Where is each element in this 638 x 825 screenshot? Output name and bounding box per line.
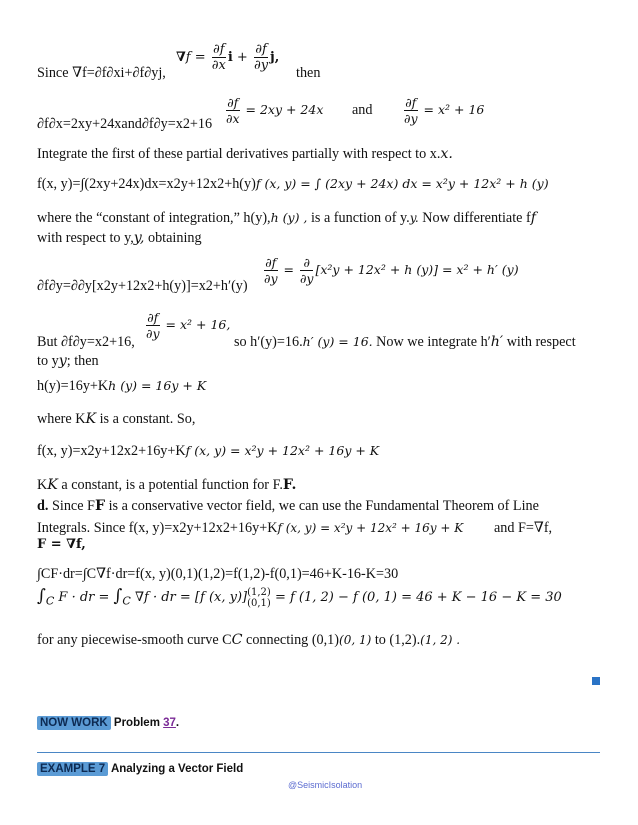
- partial-x-equation: $\frac{\partial f}{\partial x}$ = 2xy + 24x: [226, 95, 324, 126]
- line-13: [37, 477, 296, 494]
- text: f(x, y)=x2y+12x2+16y+K: [37, 443, 186, 459]
- math: F · dr =: [54, 590, 114, 605]
- math: x.: [440, 146, 453, 162]
- text: obtaining: [144, 230, 202, 246]
- text: and: [352, 102, 373, 118]
- text: is a function of y.: [307, 210, 410, 226]
- text: to y: [37, 353, 59, 369]
- math: h′ (y) = 16.: [302, 334, 373, 349]
- text: for any piecewise-smooth curve C: [37, 632, 232, 648]
- math: F.: [282, 477, 297, 493]
- part-label: d.: [37, 498, 49, 514]
- text: ; then: [66, 353, 99, 369]
- problem-link[interactable]: 37: [163, 717, 176, 729]
- line-8: [37, 334, 135, 351]
- text: = 2xy + 24x: [245, 102, 324, 117]
- line-16: [37, 536, 86, 553]
- math: F: [94, 498, 106, 514]
- text: f(x, y)=∫(2xy+24x)dx=x2y+12x2+h(y): [37, 176, 256, 192]
- line-integral-equation: [37, 586, 562, 609]
- math: ∇f · dr = [f (x, y)]: [130, 590, 248, 605]
- math: F = ∇f,: [37, 537, 86, 552]
- gradient-equation: ∇f = $\frac{\partial f}{\partial x}$ i + $\frac{\partial f}{\partial y}$ j,: [176, 42, 280, 73]
- text: = x² + 16: [423, 102, 485, 117]
- line-11: [37, 411, 195, 428]
- line-3: [37, 146, 453, 163]
- text: Now we integrate h′: [372, 334, 491, 350]
- math: K: [85, 411, 97, 427]
- text: K: [37, 477, 48, 493]
- line-9: [37, 353, 99, 370]
- math: f (x, y) = x²y + 12x² + 16y + K: [277, 521, 464, 535]
- line-15: [37, 520, 463, 537]
- line-10: [37, 378, 206, 395]
- text: But ∂f∂y=x2+16,: [37, 334, 135, 350]
- text: where K: [37, 411, 86, 427]
- line-12: [37, 443, 379, 460]
- text: Since ∇f=∂f∂xi+∂f∂yj,: [37, 65, 166, 81]
- math: C: [122, 594, 131, 608]
- line-14: [37, 498, 539, 515]
- text: ∂f∂y=∂∂y[x2y+12x2+h(y)]=x2+h′(y): [37, 278, 248, 294]
- text: is a conservative vector field, we can use the Fundamental Theorem of Line: [105, 498, 539, 514]
- text: .: [175, 717, 180, 729]
- text: with respect: [503, 334, 576, 350]
- math: h (y) = 16y + K: [108, 378, 207, 393]
- text: is a constant. So,: [96, 411, 196, 427]
- text: Now differentiate f: [418, 210, 531, 226]
- text: connecting (0,1): [242, 632, 340, 648]
- math: (0,1): [247, 597, 271, 609]
- line-6: [37, 230, 202, 247]
- end-square-icon: [592, 677, 600, 685]
- text: Since F: [48, 498, 95, 514]
- derivative-y-equation: $\frac{\partial f}{\partial y}$ = ∂ ∂y [x²y + 12x² + h (y)] = x² + h′ (y): [264, 255, 519, 286]
- math: f (x, y) = x²y + 12x² + 16y + K: [185, 443, 380, 458]
- text: where the “constant of integration,” h(y),: [37, 210, 271, 226]
- partial-y-equals: $\frac{\partial f}{\partial y}$ = x² + 16,: [146, 310, 231, 341]
- math: (1, 2) .: [420, 633, 461, 647]
- example-badge: EXAMPLE 7: [37, 762, 108, 776]
- math: y: [58, 353, 67, 369]
- text: so h′(y)=16.: [234, 334, 303, 350]
- watermark: @SeismicIsolation: [288, 780, 363, 790]
- integral-sign: ∫: [113, 586, 123, 606]
- line-1-then: [296, 65, 320, 82]
- math: f (x, y) = ∫ (2xy + 24x) dx = x²y + 12x² + h (y): [255, 176, 549, 191]
- integral-sign: ∫: [37, 586, 46, 606]
- math: C: [231, 632, 243, 648]
- text: Problem: [110, 717, 164, 729]
- math: f: [530, 210, 536, 226]
- line-1: [37, 65, 166, 82]
- math: (1,2): [247, 586, 271, 598]
- text: and F=∇f,: [494, 520, 553, 536]
- line-2: [37, 116, 212, 133]
- math: y.: [409, 211, 419, 225]
- line-8b: [234, 334, 576, 351]
- text: then: [296, 65, 321, 81]
- math: h (y) ,: [270, 210, 308, 225]
- now-work-line: [37, 714, 179, 730]
- now-work-badge: NOW WORK: [37, 716, 111, 730]
- math: [x²y + 12x² + h (y)] = x² + h′ (y): [315, 262, 519, 277]
- math: (0, 1): [339, 633, 372, 647]
- math: = x² + 16,: [165, 317, 231, 332]
- line-15b: [494, 520, 552, 537]
- line-4: [37, 176, 549, 193]
- text: with respect to y,: [37, 230, 134, 246]
- text: Integrate the first of these partial derivatives partially with respect to x.: [37, 146, 441, 162]
- text: h(y)=16y+K: [37, 378, 109, 394]
- text: Integrals. Since f(x, y)=x2y+12x2+16y+K: [37, 520, 278, 536]
- math: y,: [133, 230, 145, 246]
- line-19: [37, 632, 460, 649]
- example-title: Analyzing a Vector Field: [108, 763, 244, 775]
- line-7: [37, 278, 248, 295]
- partial-y-equation: $\frac{\partial f}{\partial y}$ = x² + 16: [404, 95, 485, 126]
- text: ∂f∂x=2xy+24xand∂f∂y=x2+16: [37, 116, 213, 132]
- line-5: [37, 210, 536, 227]
- example-heading: [37, 760, 243, 776]
- text: to (1,2).: [371, 632, 421, 648]
- divider: [37, 752, 600, 753]
- text: ∫CF·dr=∫C∇f·dr=f(x, y)(0,1)(1,2)=f(1,2)-f(0,1)=46+K-16-K=30: [37, 566, 399, 582]
- math: h′: [490, 334, 504, 350]
- math: = f (1, 2) − f (0, 1) = 46 + K − 16 − K = 30: [270, 590, 562, 605]
- text: a constant, is a potential function for F.: [57, 477, 283, 493]
- and-word: [352, 102, 373, 119]
- line-17: [37, 566, 398, 583]
- math: C: [45, 594, 55, 608]
- math: K: [47, 477, 58, 493]
